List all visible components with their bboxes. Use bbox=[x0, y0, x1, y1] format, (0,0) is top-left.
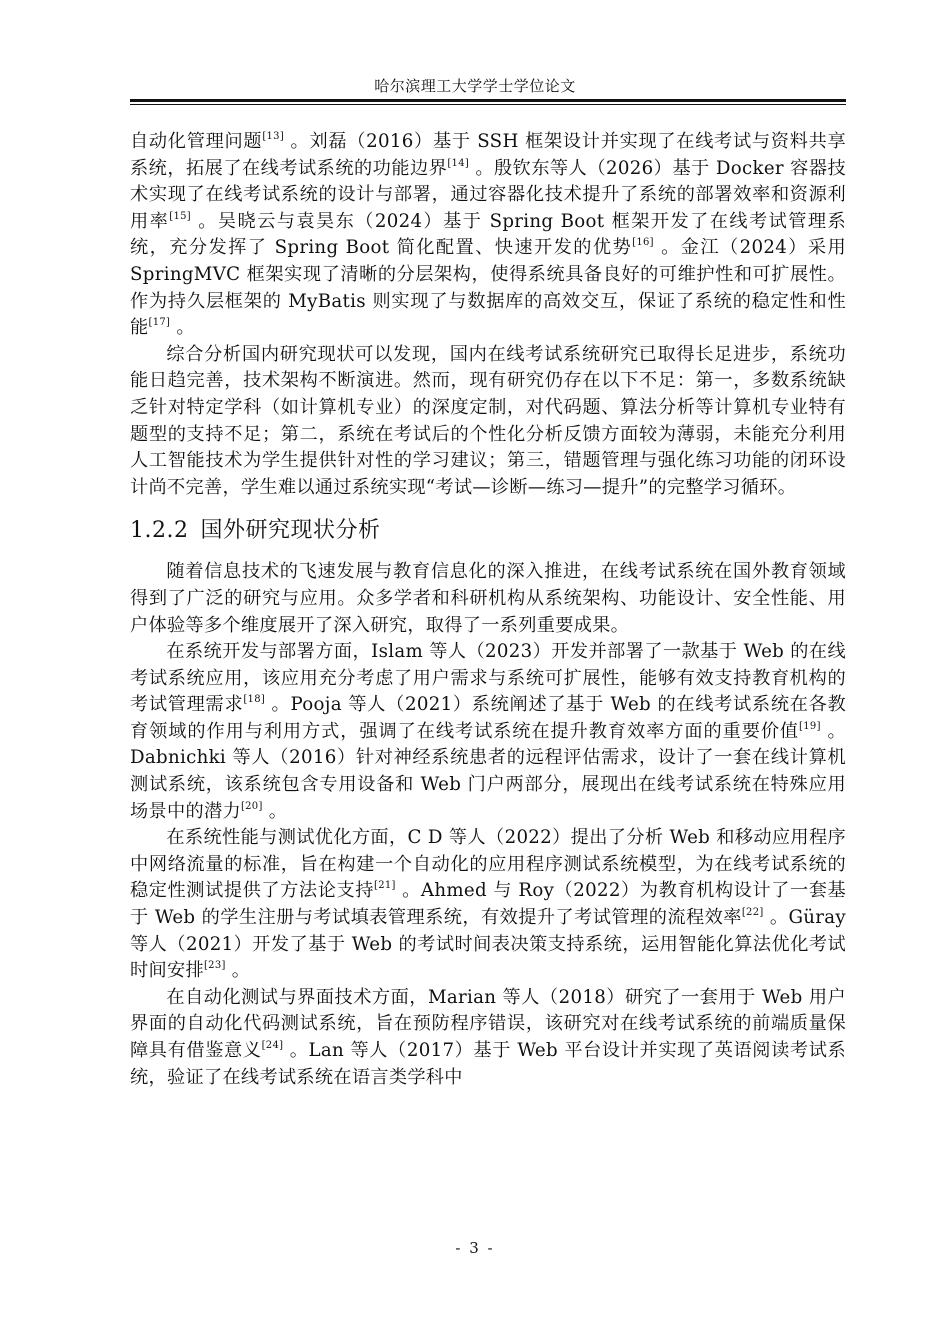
citation-marker: [15] bbox=[169, 210, 191, 222]
text-run: 。吴晓云与袁昊东（2024）基于 Spring Boot 框架开发了在线考试管理系统，充分发挥了 Spring Boot 简化配置、快速开发的优势 bbox=[130, 210, 846, 259]
citation-marker: [20] bbox=[240, 800, 263, 812]
text-run: 。Ahmed 与 Roy（2022）为教育机构设计了一套基于 Web 的学生注册与考试填表管理系统，有效提升了考试管理的流程效率 bbox=[130, 880, 846, 929]
citation-marker: [24] bbox=[261, 1040, 284, 1051]
citation-marker: [23] bbox=[203, 960, 226, 972]
body-text bbox=[130, 129, 846, 1091]
citation-marker: [13] bbox=[262, 131, 285, 142]
citation-marker: [22] bbox=[741, 907, 764, 919]
citation-marker: [17] bbox=[148, 317, 171, 329]
text-run: 。Pooja 等人（2021）系统阐述了基于 Web 的在线考试系统在各教育领域的作用与利用方式，强调了在线考试系统在提升教育效率方面的重要价值 bbox=[130, 694, 846, 742]
citation-marker: [19] bbox=[799, 720, 821, 732]
text-run: 。 bbox=[170, 317, 195, 339]
text-run: 。Dabnichki 等人（2016）针对神经系统患者的远程评估需求，设计了一套在线计算机测试系统，该系统包含专用设备和 Web 门户两部分，展现出在线考试系统在特殊应用场景中的潜力 bbox=[130, 720, 846, 822]
paragraph bbox=[130, 639, 846, 825]
text-run: 。金江（2024）采用 SpringMVC 框架实现了清晰的分层架构，使得系统具备良好的可维护性和可扩展性。作为持久层框架的 MyBatis 则实现了与数据库的高效交互，保证了系统的稳定性和性能 bbox=[130, 237, 846, 339]
header-rule-thick bbox=[130, 99, 846, 102]
text-run: 。殷钦东等人（2026）基于 Docker 容器技术实现了在线考试系统的设计与部署，通过容器化技术提升了系统的部署效率和资源利用率 bbox=[130, 157, 846, 232]
header-rule-thin bbox=[130, 104, 846, 105]
citation-marker: [16] bbox=[632, 237, 654, 249]
text-run: 在自动化测试与界面技术方面，Marian 等人（2018）研究了一套用于 Web 用户界面的自动化代码测试系统，旨在预防程序错误，该研究对在线考试系统的前端质量保障具有借鉴意义 bbox=[130, 986, 846, 1061]
text-run: 。 bbox=[262, 800, 288, 822]
section-number: 1.2.2 bbox=[130, 518, 189, 544]
running-header: 哈尔滨理工大学学士学位论文 bbox=[374, 77, 576, 95]
section-title: 国外研究现状分析 bbox=[200, 518, 381, 544]
paragraph bbox=[130, 825, 846, 985]
text-run: 在系统开发与部署方面，Islam 等人（2023）开发并部署了一款基于 Web 的在线考试系统应用，该应用充分考虑了用户需求与系统可扩展性，能够有效支持教育机构的考试管理需求 bbox=[130, 641, 846, 716]
text-run: 综合分析国内研究现状可以发现，国内在线考试系统研究已取得长足进步，系统功能日趋完善，技术架构不断演进。然而，现有研究仍存在以下不足：第一，多数系统缺乏针对特定学科（如计算机专业）的深度定制，对代码题、算法分析等计算机专业特有题型的支持不足；第二，系统在考试后的个性化分析反馈方面较为薄弱，未能充分利用人工智能技术为学生提供针对性的学习建议；第三，错题管理与强化练习功能的闭环设计尚不完善，学生难以通过系统实现“考试—诊断—练习—提升”的完整学习循环。 bbox=[130, 343, 846, 498]
text-run: 自动化管理问题 bbox=[130, 131, 263, 152]
citation-marker: [14] bbox=[447, 157, 470, 169]
paragraphs-top bbox=[130, 129, 846, 501]
paragraph bbox=[130, 559, 846, 639]
paragraph bbox=[130, 985, 846, 1091]
text-run: 。Güray 等人（2021）开发了基于 Web 的考试时间表决策支持系统，运用智能化算法优化考试时间安排 bbox=[130, 907, 847, 982]
paragraph bbox=[130, 342, 846, 502]
text-run: 在系统性能与测试优化方面，C D 等人（2022）提出了分析 Web 和移动应用程序中网络流量的标准，旨在构建一个自动化的应用程序测试系统模型，为在线考试系统的稳定性测试提供了方法论支持 bbox=[130, 827, 846, 902]
section-heading bbox=[130, 516, 846, 546]
text-run: 。 bbox=[225, 960, 251, 982]
paragraph bbox=[130, 129, 846, 342]
citation-marker: [21] bbox=[374, 880, 396, 892]
text-run: 。刘磊（2016）基于 SSH 框架设计并实现了在线考试与资料共享系统，拓展了在线考试系统的功能边界 bbox=[130, 131, 846, 179]
text-run: 随着信息技术的飞速发展与教育信息化的深入推进，在线考试系统在国外教育领域得到了广泛的研究与应用。众多学者和科研机构从系统架构、功能设计、安全性能、用户体验等多个维度展开了深入研究，取得了一系列重要成果。 bbox=[130, 561, 846, 636]
text-run: 。Lan 等人（2017）基于 Web 平台设计并实现了英语阅读考试系统，验证了在线考试系统在语言类学科中 bbox=[130, 1040, 846, 1088]
paragraphs-bottom bbox=[130, 559, 846, 1091]
citation-marker: [18] bbox=[243, 694, 266, 706]
page-number: - 3 - bbox=[455, 1239, 495, 1257]
